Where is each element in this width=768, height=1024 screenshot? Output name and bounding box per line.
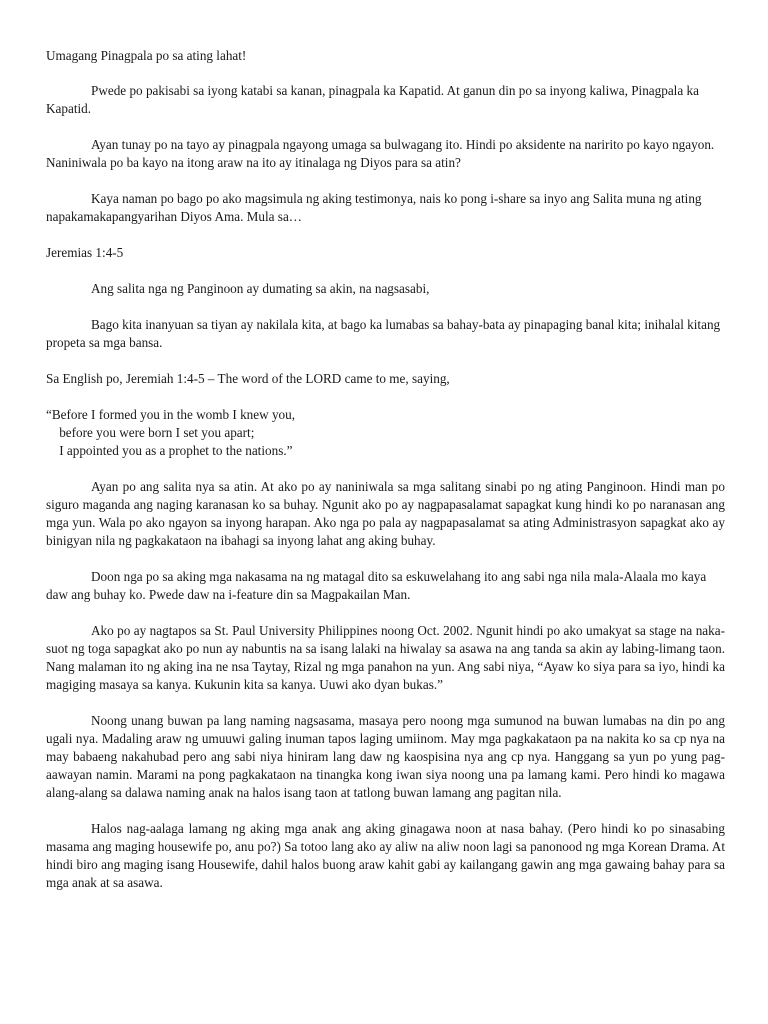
greeting: Umagang Pinagpala po sa ating lahat! (46, 48, 247, 63)
paragraph-1: Pwede po pakisabi sa iyong katabi sa kanan, pinagpala ka Kapatid. At ganun din po sa inyong kaliwa, Pinagpala ka Kapatid. (46, 83, 699, 116)
paragraph-4: Ang salita nga ng Panginoon ay dumating sa akin, na nagsasabi, (91, 281, 430, 296)
paragraph-10: Halos nag-aalaga lamang ng aking mga anak ang aking ginagawa noon at nasa bahay. (Pero hindi ko po sinasabing masama ang maging housewife po, anu po?) Sa totoo lang ako ay aliw na aliw noon lagi sa panonood ng mga Korean Drama. At hindi biro ang maging isang Housewife, dahil halos buong araw kahit gabi ay kailangang gawin ang mga gawaing bahay para sa mga anak at sa asawa. (46, 821, 725, 890)
paragraph-2: Ayan tunay po na tayo ay pinagpala ngayong umaga sa bulwagang ito. Hindi po aksidente na naririto po kayo ngayon. Naniniwala po ba kayo na itong araw na ito ay itinalaga ng Diyos para sa atin? (46, 137, 715, 170)
paragraph-5: Bago kita inanyuan sa tiyan ay nakilala kita, at bago ka lumabas sa bahay-bata ay pinapaging banal kita; inihalal kitang propeta sa mga bansa. (46, 317, 721, 350)
verse-line: I appointed you as a prophet to the nations.” (46, 443, 293, 458)
verse-line: “Before I formed you in the womb I knew you, (46, 407, 296, 422)
paragraph-3: Kaya naman po bago po ako magsimula ng aking testimonya, nais ko pong i-share sa inyo ang Salita muna ng ating napakamakapangyarihan Diyos Ama. Mula sa… (46, 191, 702, 224)
paragraph-9: Noong unang buwan pa lang naming nagsasama, masaya pero noong mga sumunod na buwan lumabas na din po ang ugali nya. Madaling araw ng umuuwi galing inuman tapos laging umiinom. May mga pagkakataon pa na nakita ko sa cp nya na may babaeng nakahubad pero ang sabi niya hiniram lang daw ng kaospisina nya ang cp nya. Hanggang sa yun po yung pag-aawayan namin. Marami na pong pagkakataon na tinangka kong iwan siya noong una pa lamang kami. Pero hindi ko magawa alang-alang sa dalawa naming anak na halos isang taon at tatlong buwan lamang ang pagitan nila. (46, 713, 725, 800)
paragraph-6: Ayan po ang salita nya sa atin. At ako po ay naniniwala sa mga salitang sinabi po ng ating Panginoon. Hindi man po siguro maganda ang naging karanasan ko sa buhay. Ngunit ako po ay nagpapasalamat sapagkat kung hindi ko po naranasan ang mga yun. Wala po ako ngayon sa inyong harapan. Ako nga po pala ay nagpapasalamat sa ating Administrasyon sapagkat ako ay binigyan nila ng pagkakataon na ibahagi sa inyong lahat ang aking buhay. (46, 479, 725, 548)
scripture-reference: Jeremias 1:4-5 (46, 245, 124, 260)
paragraph-8: Ako po ay nagtapos sa St. Paul University Philippines noong Oct. 2002. Ngunit hindi po ako umakyat sa stage na naka-suot ng toga sapagkat ako po nun ay nabuntis na sa isang lalaki na hiwalay sa asawa na ang tanda sa akin ay labing-limang taon. Nang malaman ito ng aking ina ne nsa Taytay, Rizal ng mga panahon na yun. Ang sabi niya, “Ayaw ko siya para sa iyo, hindi ka magiging masaya sa kanya. Kukunin kita sa kanya. Uuwi ako dyan bukas.” (46, 623, 725, 692)
verse-block (46, 406, 725, 460)
paragraph-7: Doon nga po sa aking mga nakasama na ng matagal dito sa eskuwelahang ito ang sabi nga nila mala-Alaala mo kaya daw ang buhay ko. Pwede daw na i-feature din sa Magpakailan Man. (46, 569, 707, 602)
verse-line: before you were born I set you apart; (46, 425, 255, 440)
english-intro: Sa English po, Jeremiah 1:4-5 – The word of the LORD came to me, saying, (46, 371, 450, 386)
